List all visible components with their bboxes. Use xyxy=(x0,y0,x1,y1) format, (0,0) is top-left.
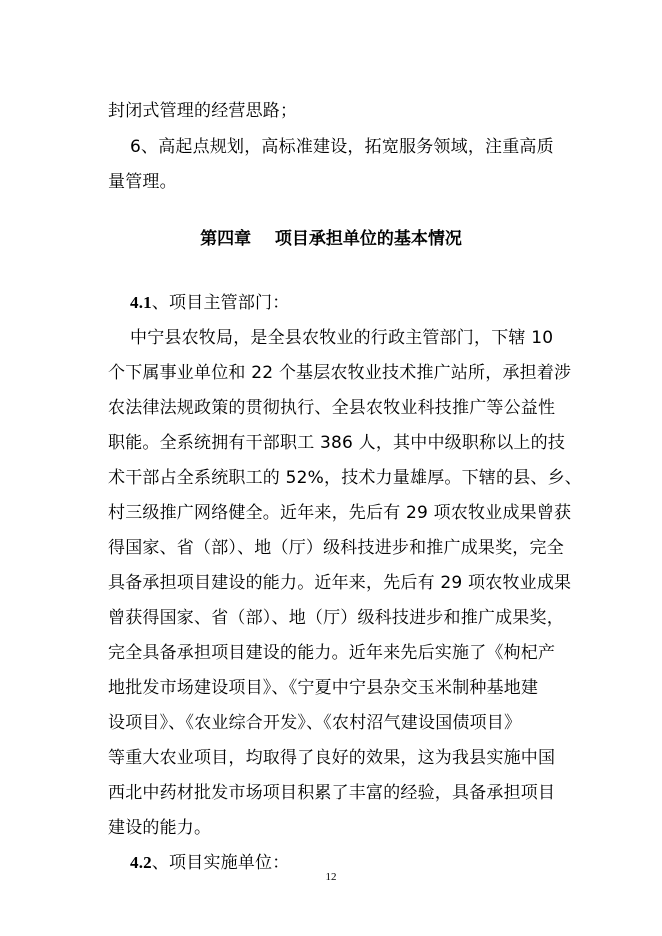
paragraph-line: 西北中药材批发市场项目积累了丰富的经验，具备承担项目 xyxy=(108,783,556,803)
paragraph-line: 完全具备承担项目建设的能力。近年来先后实施了《枸杞产 xyxy=(108,643,556,663)
section-heading-4-1 xyxy=(130,292,289,314)
paragraph-line: 农法律法规政策的贯彻执行、全县农牧业科技推广等公益性 xyxy=(108,398,556,418)
text-line-1: 封闭式管理的经营思路； xyxy=(108,101,298,121)
text-line-3: 量管理。 xyxy=(108,172,177,192)
paragraph-line: 曾获得国家、省（部）、地（厅）级科技进步和推广成果奖， xyxy=(108,608,564,628)
section-number: 4.2 xyxy=(130,853,152,872)
paragraph-line: 等重大农业项目，均取得了良好的效果，这为我县实施中国 xyxy=(108,748,556,768)
paragraph-line: 地批发市场建设项目》、《宁夏中宁县杂交玉米制种基地建 xyxy=(108,678,539,698)
section-number: 4.1 xyxy=(130,293,152,312)
list-item-6: 6、高起点规划，高标准建设，拓宽服务领域，注重高质 xyxy=(130,137,554,157)
page-number: 12 xyxy=(325,871,337,883)
paragraph-line: 村三级推广网络健全。近年来，先后有 29 项农牧业成果曾获 xyxy=(108,503,572,523)
paragraph-line: 个下属事业单位和 22 个基层农牧业技术推广站所，承担着涉 xyxy=(108,363,572,383)
paragraph-line: 得国家、省（部）、地（厅）级科技进步和推广成果奖，完全 xyxy=(108,538,564,558)
paragraph-line: 职能。全系统拥有干部职工 386 人，其中中级职称以上的技 xyxy=(108,433,566,453)
paragraph-line: 设项目》、《农业综合开发》、《农村沼气建设国债项目》 xyxy=(108,713,522,733)
section-title: 、项目实施单位： xyxy=(151,853,290,873)
paragraph-line: 具备承担项目建设的能力。近年来，先后有 29 项农牧业成果 xyxy=(108,573,572,593)
paragraph-line: 中宁县农牧局，是全县农牧业的行政主管部门，下辖 10 xyxy=(130,328,554,348)
section-title: 、项目主管部门： xyxy=(151,293,290,313)
paragraph-line: 术干部占全系统职工的 52%，技术力量雄厚。下辖的县、乡、 xyxy=(108,468,582,488)
paragraph-line: 建设的能力。 xyxy=(108,818,212,838)
chapter-title: 第四章 项目承担单位的基本情况 xyxy=(200,229,462,249)
